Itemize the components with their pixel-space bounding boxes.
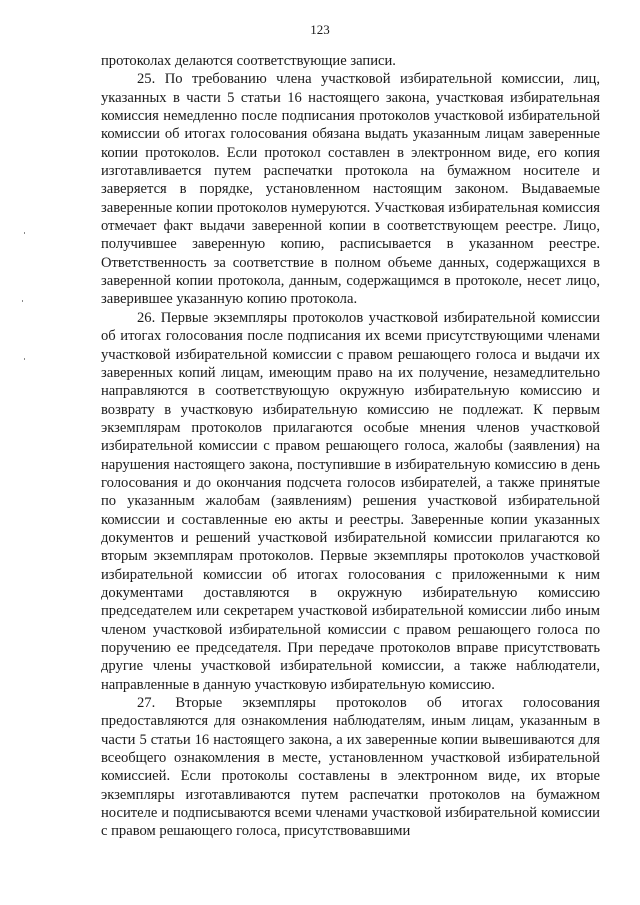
paragraph-item-25: 25. По требованию члена участковой избирательной комиссии, лиц, указанных в части 5 статьи 16 настоящего закона, участковая избирательная комиссия немедленно после подписания протоколов участковой избирательной комиссии об итогах голосования обязана выдать указанным лицам заверенные копии протоколов. Если протокол составлен в электронном виде, его копия изготавливается путем распечатки протокола на бумажном носителе и заверяется в порядке, установленном настоящим законом. Выдаваемые заверенные копии протоколов нумеруются. Участковая избирательная комиссия отмечает факт выдачи заверенной копии в соответствующем реестре. Лицо, получившее заверенную копию, расписывается в указанном реестре. Ответственность за соответствие в полном объеме данных, содержащихся в заверенной копии протокола, данным, содержащимся в протоколе, несет лицо, заверившее указанную копию протокола. bbox=[101, 71, 600, 308]
paragraph-continuation: протоколах делаются соответствующие записи. bbox=[101, 53, 396, 69]
scan-speck-2 bbox=[22, 300, 23, 302]
paragraph-item-27: 27. Вторые экземпляры протоколов об итогах голосования предоставляются для ознакомления наблюдателям, иным лицам, указанным в части 5 статьи 16 настоящего закона, а их заверенные копии вывешиваются для всеобщего ознакомления в месте, установленном участковой избирательной комиссией. Если протоколы составлены в электронном виде, их вторые экземпляры изготавливаются путем распечатки протоколов на бумажном носителе и подписываются всеми членами участковой избирательной комиссии с правом решающего голоса, присутствовавшими bbox=[101, 695, 600, 840]
scan-speck-3 bbox=[24, 358, 25, 360]
scan-speck-1 bbox=[24, 232, 25, 234]
page-number: 123 bbox=[310, 22, 330, 37]
paragraph-item-26: 26. Первые экземпляры протоколов участковой избирательной комиссии об итогах голосования после подписания их всеми присутствующими членами участковой избирательной комиссии с правом решающего голоса и выдачи их заверенных копий лицам, имеющим право на их получение, незамедлительно направляются в соответствующую окружную избирательную комиссию и возврату в участковую избирательную комиссию не подлежат. К первым экземплярам протоколов прилагаются особые мнения членов участковой избирательной комиссии с правом решающего голоса, жалобы (заявления) на нарушения настоящего закона, поступившие в избирательную комиссию в день голосования и до окончания подсчета голосов избирателей, а также принятые по указанным жалобам (заявлениям) решения участковой избирательной комиссии и составленные ею акты и реестры. Заверенные копии указанных документов и решений участковой избирательной комиссии прилагаются ко вторым экземплярам протоколов. Первые экземпляры протоколов участковой избирательной комиссии об итогах голосования с приложенными к ним документами доставляются в окружную избирательную комиссию председателем или секретарем участковой избирательной комиссии либо иным членом участковой избирательной комиссии с правом решающего голоса по поручению ее председателя. При передаче протоколов вправе присутствовать другие члены участковой избирательной комиссии, а также наблюдатели, направленные в данную участковую избирательную комиссию. bbox=[101, 309, 600, 693]
document-body bbox=[101, 52, 600, 841]
